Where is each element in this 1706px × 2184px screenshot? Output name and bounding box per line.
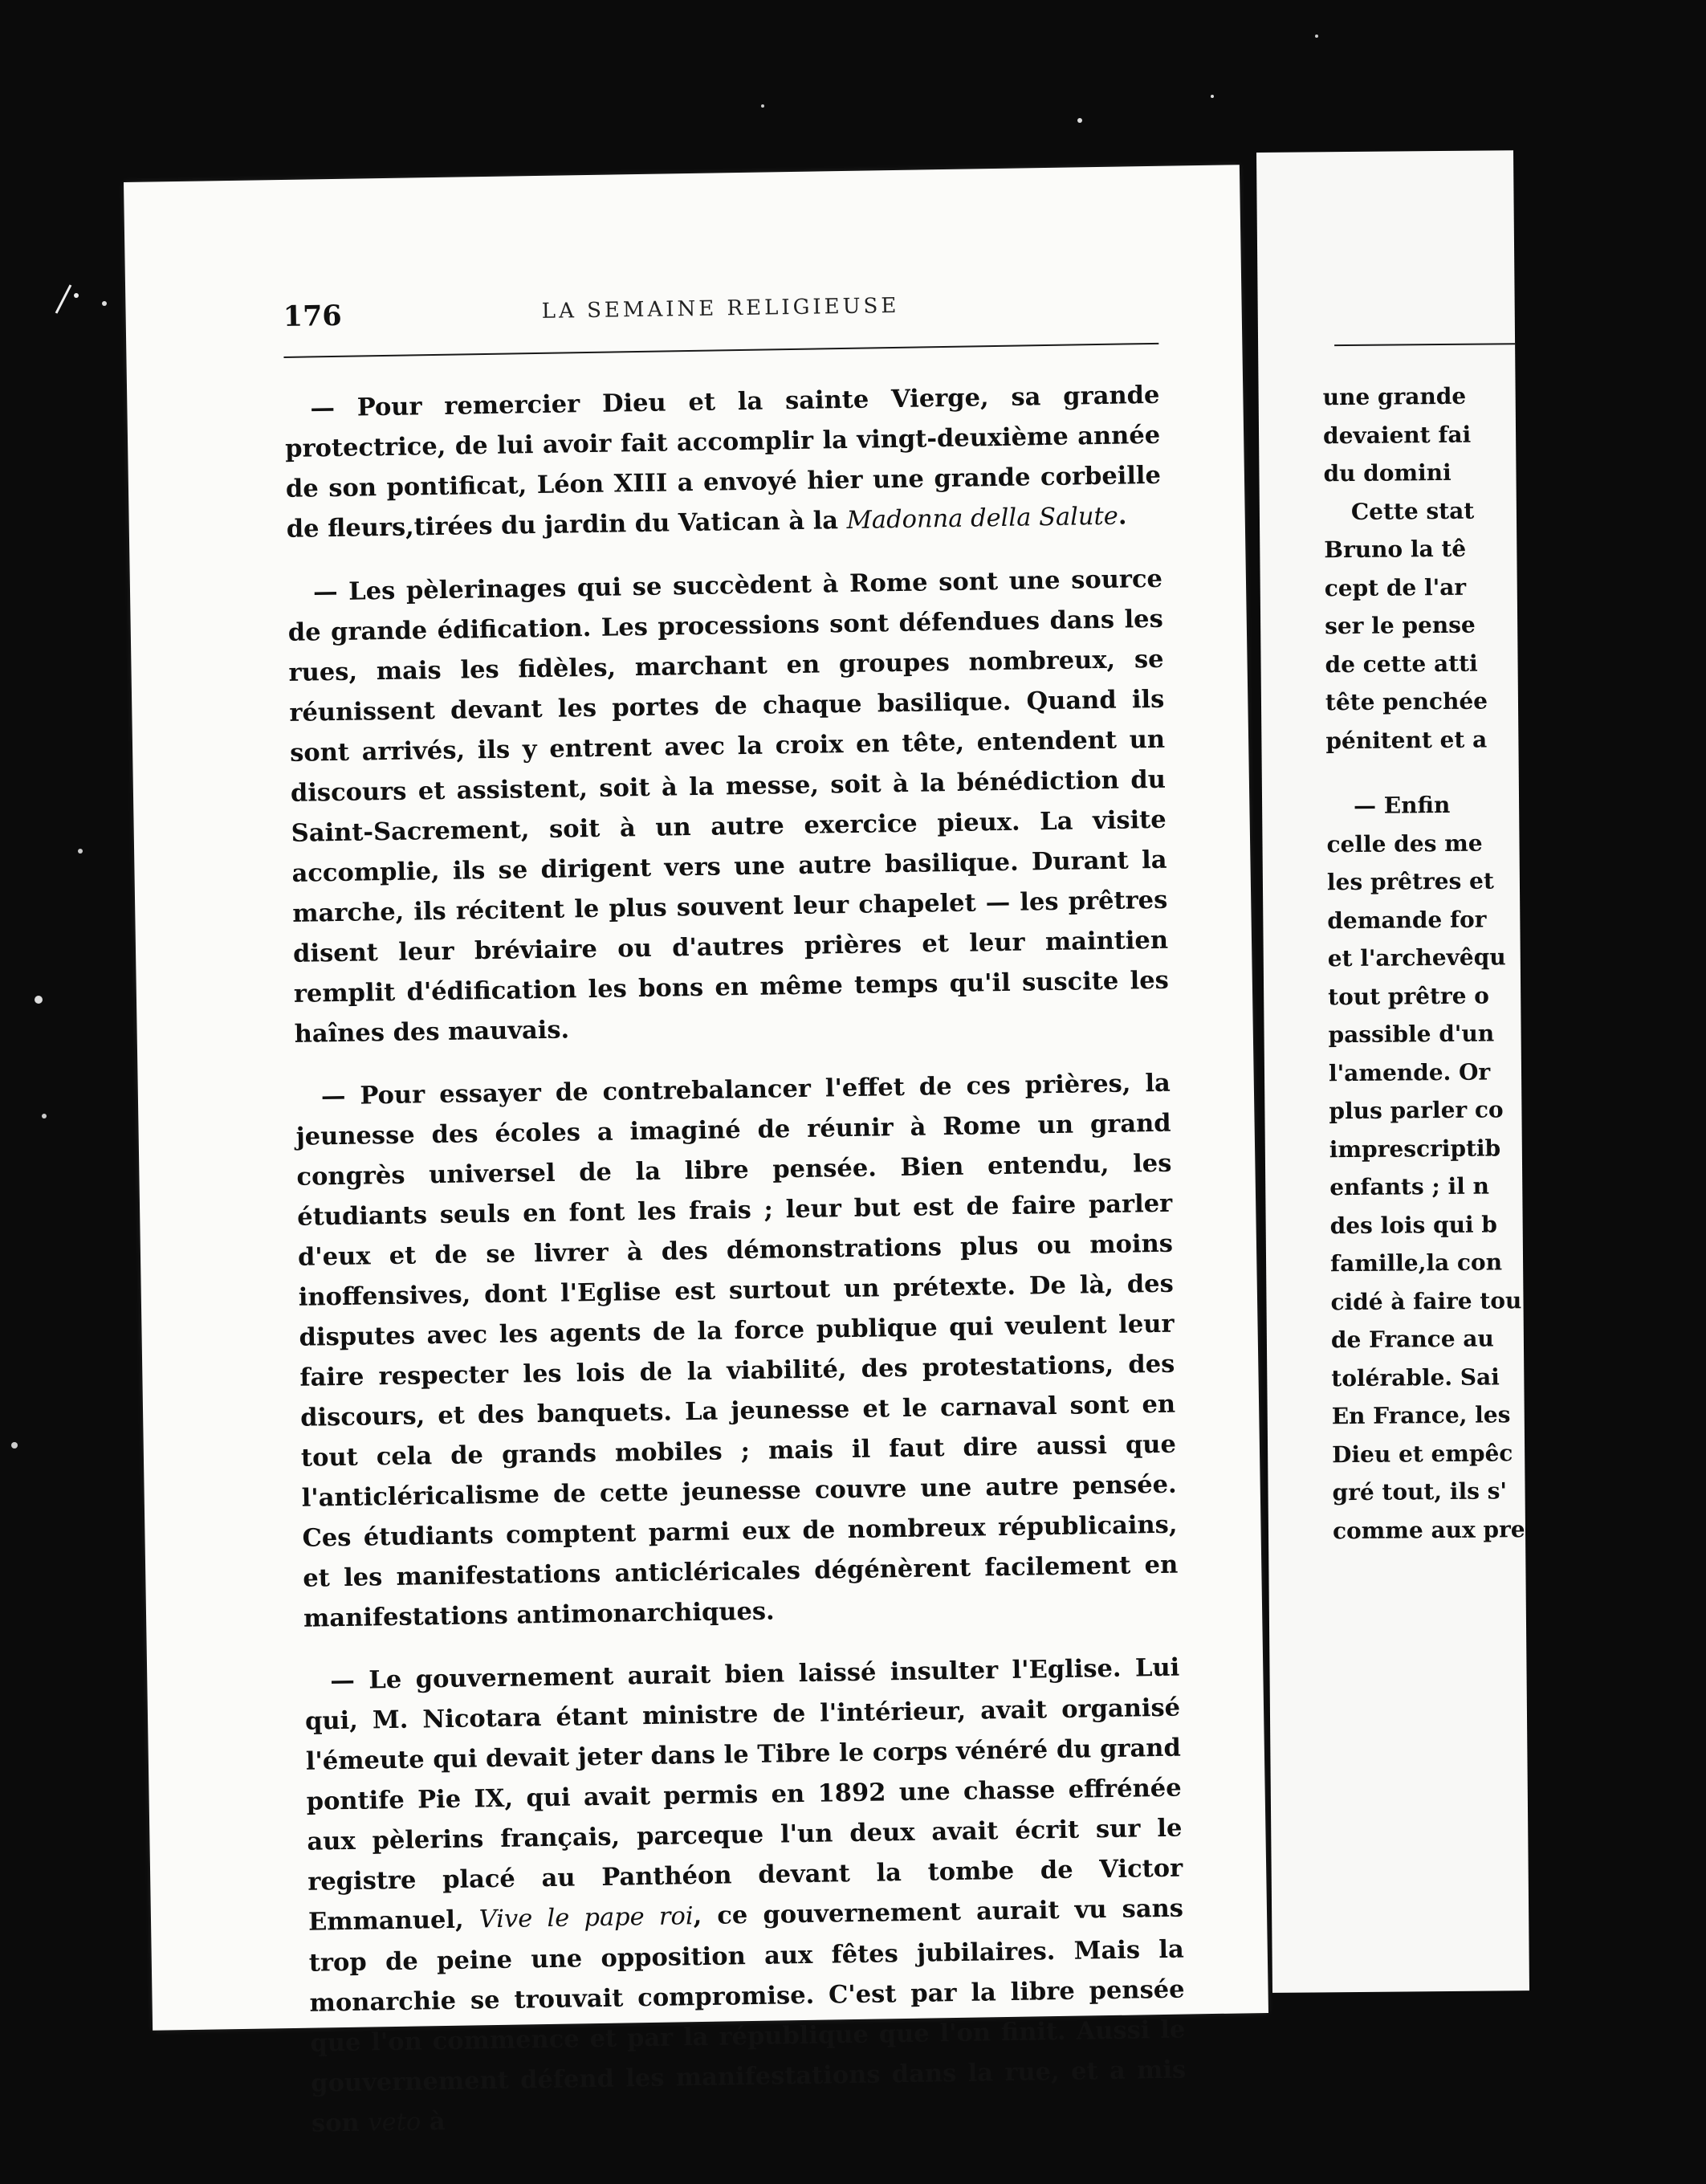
- paragraph-4-text: — Le gouvernement aurait bien laissé insulter l'Eglise. Lui qui, M. Nicotara étant ministre de l'intérieur, avait organisé l'émeute qui devait jeter dans le Tibre le corps vénéré du grand pontife Pie IX, qui avait permis en 1892 une chasse effrénée aux pèlerins français, parceque l'un deux avait écrit sur le registre placé au Panthéon devant la tombe de Victor Emmanuel,: [304, 1652, 1183, 1937]
- page-number: 176: [283, 299, 343, 333]
- right-page-line: du domini: [1323, 458, 1452, 487]
- paragraph-4-italic: Vive le pape roi: [478, 1902, 694, 1934]
- right-page-paragraph-gap: [1326, 756, 1696, 787]
- paragraph-3: — Pour essayer de contrebalancer l'effet de ces prières, la jeunesse des écoles a imaginé de réunir à Rome un grand congrès universel de la libre pensée. Bien entendu, les étudiants seuls en font les frais ; leur but est de faire parler d'eux et de se livrer à des démonstrations plus ou moins inoffensives, dont l'Eglise est surtout un prétexte. De là, des disputes avec les agents de la force publique qui veulent leur faire respecter les lois de la viabilité, des protestations, des discours, et des banquets. La jeunesse et le carnaval sont en tout cela de grands mobiles ; mais il faut dire aussi que l'anticléricalisme de cette jeunesse couvre une autre pensée. Ces étudiants comptent parmi eux de nombreux républicains, et les manifestations anticléricales dégénèrent facilement en manifestations antimonarchiques.: [295, 1068, 1179, 1633]
- paragraph-4-italic-veto: veto: [368, 2108, 421, 2137]
- right-page-line: comme aux pre: [1332, 1515, 1525, 1544]
- right-page-line: l'amende. Or: [1328, 1058, 1491, 1086]
- right-page-text: [1322, 375, 1702, 1550]
- right-page-line: de France au: [1330, 1325, 1494, 1354]
- right-page-line: Cette stat: [1350, 497, 1475, 525]
- right-page-line: Dieu et empêc: [1332, 1439, 1513, 1468]
- paragraph-4-end: à: [420, 2107, 446, 2137]
- right-page-line: demande for: [1327, 906, 1487, 934]
- right-page-line: de cette atti: [1325, 650, 1478, 678]
- right-page-line: — Enfin: [1353, 791, 1451, 819]
- page-header: [283, 287, 1158, 358]
- right-page-line: imprescriptib: [1329, 1134, 1501, 1163]
- right-page-line: Bruno la tê: [1324, 535, 1467, 564]
- right-page-line: et l'archevêqu: [1327, 943, 1506, 972]
- right-page-line: cept de l'ar: [1324, 573, 1467, 601]
- right-page-line: cidé à faire tou: [1330, 1286, 1522, 1315]
- right-page-line: pénitent et a: [1325, 726, 1488, 754]
- right-page-line: famille,la con: [1329, 1249, 1503, 1277]
- right-page-line: des lois qui b: [1329, 1210, 1498, 1239]
- paragraph-1-text: — Pour remercier Dieu et la sainte Vierge, sa grande protectrice, de lui avoir fait accomplir la vingt-deuxième année de son pontificat, Léon XIII a envoyé hier une grande corbeille de fleurs,tirées du jardin du Vatican à la: [284, 380, 1162, 544]
- right-page-line: En France, les: [1331, 1401, 1511, 1430]
- paragraph-1-italic: Madonna della Salute: [846, 502, 1119, 535]
- right-page: [1256, 150, 1529, 1993]
- right-page-line: enfants ; il n: [1329, 1172, 1490, 1201]
- right-page-line: tête penchée: [1325, 687, 1488, 716]
- right-page-line: passible d'un: [1328, 1020, 1495, 1049]
- right-page-header-rule: [1334, 343, 1515, 346]
- paragraph-4: [304, 1648, 1187, 2145]
- paragraph-1-end: .: [1118, 501, 1127, 531]
- paragraph-2: — Les pèlerinages qui se succèdent à Rome sont une source de grande édification. Les processions sont défendues dans les rues, mais les fidèles, marchant en groupes nombreux, se réunissent devant les portes de chaque basilique. Quand ils sont arrivés, ils y entrent avec la croix en tête, entendent un discours et assistent, soit à la messe, soit à la bénédiction du Saint-Sacrement, soit à un autre exercice pieux. La visite accomplie, ils se dirigent vers une autre basilique. Durant la marche, ils récitent le plus souvent leur chapelet — les prêtres disent leur bréviaire ou d'autres prières et leur maintien remplit d'édification les bons en même temps qu'il suscite les haînes des mauvais.: [287, 564, 1170, 1049]
- right-page-line: les prêtres et: [1326, 867, 1494, 896]
- paragraph-4-text-middle: , ce gouvernement aurait vu sans trop de peine une opposition aux fêtes jubilaires. Mais la monarchie se trouvait compromise. C'est par la libre pensée que l'on commence et par la république que l'on finit. Aussi le gouvernement défend les manifestations dans la rue, et a mis son: [308, 1893, 1187, 2138]
- article-body: [284, 375, 1187, 2167]
- right-page-line: celle des me: [1326, 829, 1483, 858]
- right-page-line: une grande: [1322, 382, 1467, 411]
- paragraph-1: [284, 375, 1162, 550]
- right-page-line: plus parler co: [1329, 1096, 1504, 1125]
- left-page: [124, 165, 1268, 2138]
- right-page-line: tout prêtre o: [1328, 982, 1490, 1010]
- right-page-line: tolérable. Sai: [1331, 1363, 1500, 1391]
- right-page-line: devaient fai: [1322, 421, 1472, 449]
- right-page-line: ser le pense: [1325, 611, 1476, 640]
- right-page-line: gré tout, ils s': [1332, 1477, 1508, 1506]
- running-title: LA SEMAINE RELIGIEUSE: [541, 293, 900, 324]
